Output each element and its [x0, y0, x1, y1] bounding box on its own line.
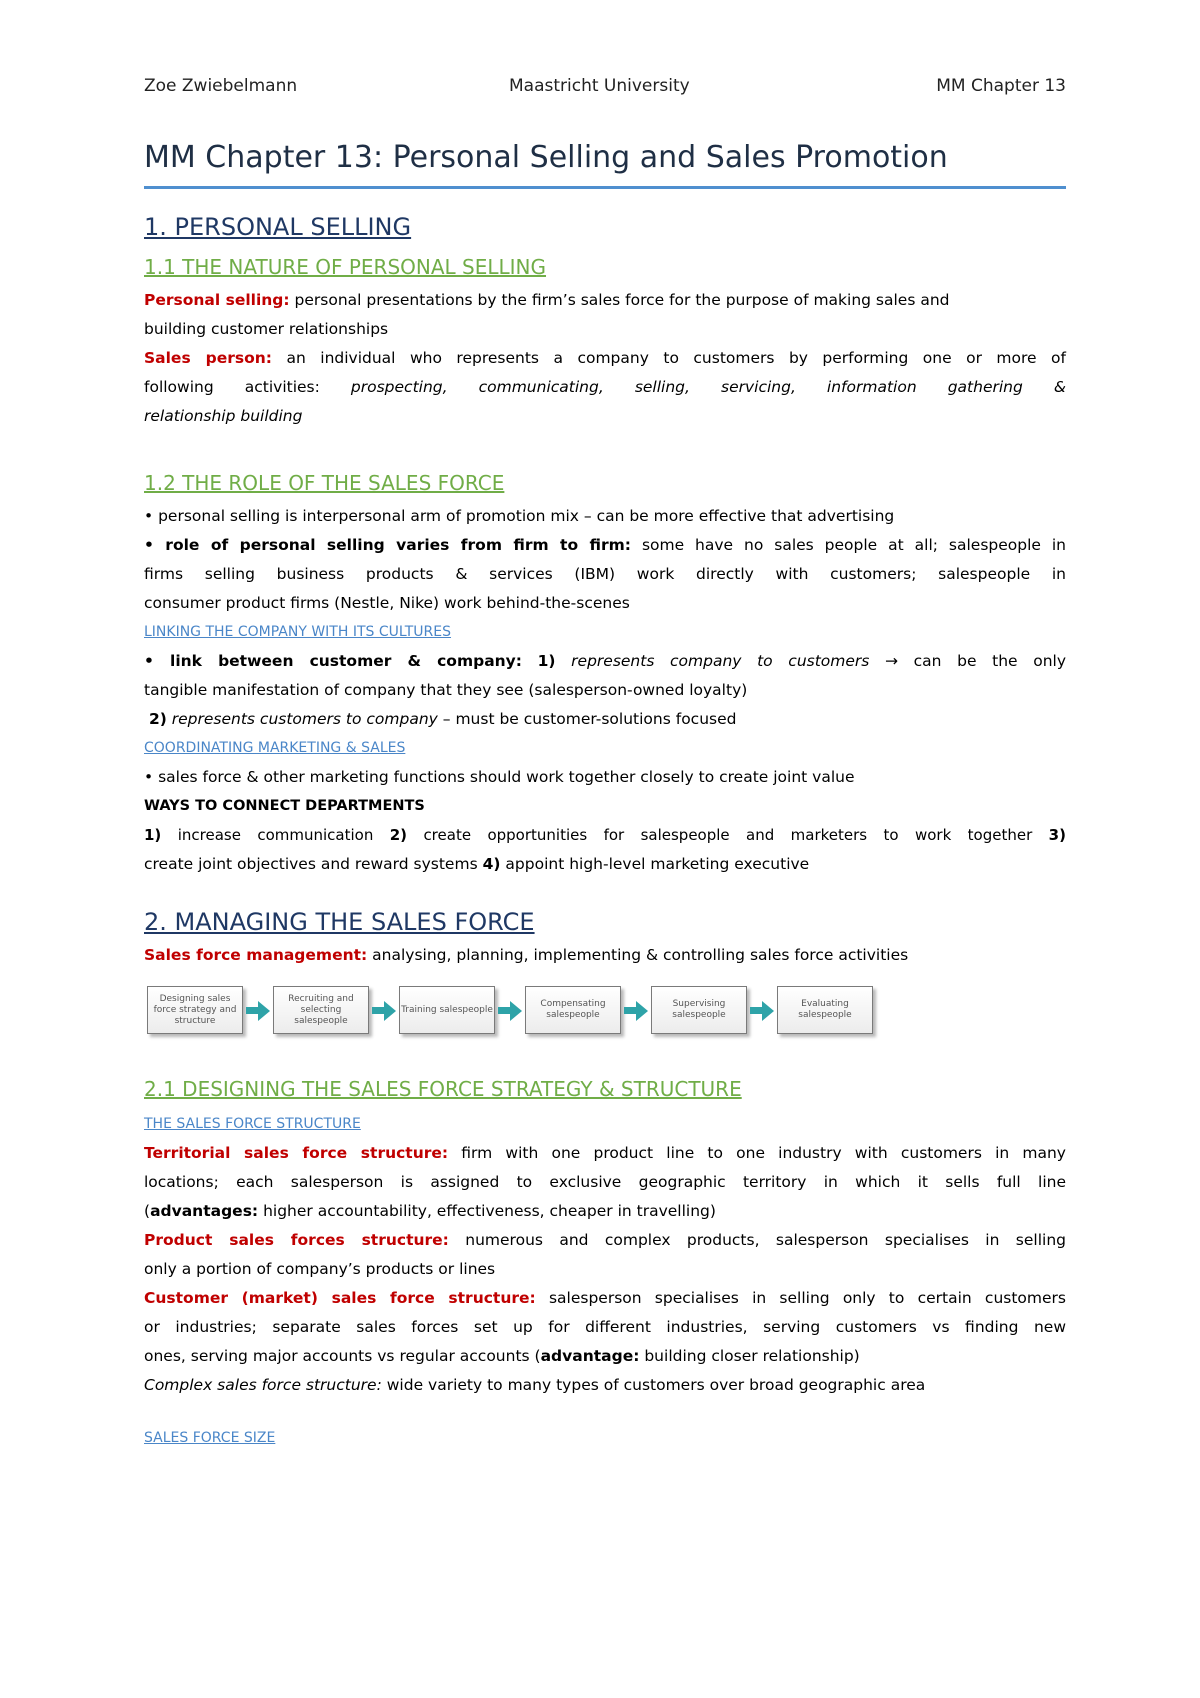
- bullet-text: can be the only: [913, 652, 1066, 670]
- bullet-bold-text: • role of personal selling varies from firm to firm:: [144, 536, 631, 554]
- definition-text: building customer relationships: [144, 320, 389, 338]
- bullet-text: firms selling business products & services (IBM) work directly with customers; salespeople in: [144, 565, 1066, 583]
- linking-heading: LINKING THE COMPANY WITH ITS CULTURES: [144, 624, 452, 640]
- process-step: Evaluating salespeople: [777, 986, 873, 1034]
- term-sales-person: Sales person:: [144, 349, 272, 367]
- role-text: represents customers to company: [171, 710, 438, 728]
- term-sales-force-management: Sales force management:: [144, 946, 368, 964]
- definition-text: salesperson specialises in selling only to certain customers: [548, 1289, 1066, 1307]
- definition-text: wide variety to many types of customers over broad geographic area: [386, 1376, 926, 1394]
- process-step: Designing sales force strategy and structure: [147, 986, 243, 1034]
- coordinating-heading: COORDINATING MARKETING & SALES: [144, 740, 406, 756]
- list-number: 1): [537, 652, 556, 670]
- sales-force-process-diagram: [144, 986, 873, 1034]
- definition-text: or industries; separate sales forces set up for different industries, serving customers vs finding new: [144, 1318, 1066, 1336]
- definition-text: higher accountability, effectiveness, cheaper in travelling): [263, 1202, 716, 1220]
- definition-text: personal presentations by the firm’s sales force for the purpose of making sales and: [294, 291, 950, 309]
- ways-text: increase communication: [177, 826, 374, 844]
- term-customer: Customer (market) sales force structure:: [144, 1289, 536, 1307]
- arrow-right-icon: [621, 987, 651, 1033]
- activities-text: prospecting, communicating, selling, servicing, information gathering &: [350, 378, 1066, 396]
- process-step: Recruiting and selecting salespeople: [273, 986, 369, 1034]
- definition-text: analysing, planning, implementing & controlling sales force activities: [372, 946, 909, 964]
- list-number: 2): [389, 826, 408, 844]
- page-title: MM Chapter 13: Personal Selling and Sales Promotion: [144, 140, 948, 175]
- process-step: Training salespeople: [399, 986, 495, 1034]
- ways-text: create joint objectives and reward systems: [144, 855, 478, 873]
- list-number: 1): [144, 826, 162, 844]
- arrow-right-icon: [243, 987, 273, 1033]
- definition-text: an individual who represents a company to customers by performing one or more of: [286, 349, 1066, 367]
- definition-text: only a portion of company’s products or lines: [144, 1260, 496, 1278]
- term-product: Product sales forces structure:: [144, 1231, 449, 1249]
- paragraph-personal-selling: [144, 286, 1066, 431]
- section-heading-2: 2. MANAGING THE SALES FORCE: [144, 908, 535, 936]
- arrow-icon: →: [885, 652, 899, 670]
- activities-text: relationship building: [144, 407, 303, 425]
- subsection-heading-1-1: 1.1 THE NATURE OF PERSONAL SELLING: [144, 255, 547, 279]
- header-chapter: MM Chapter 13: [936, 76, 1066, 96]
- structure-heading: THE SALES FORCE STRUCTURE: [144, 1116, 361, 1132]
- definition-text: ones, serving major accounts vs regular accounts (: [144, 1347, 541, 1365]
- section-heading-1: 1. PERSONAL SELLING: [144, 213, 412, 241]
- advantages-label: advantages:: [150, 1202, 259, 1220]
- paragraph-sales-force-structure: [144, 1110, 1066, 1400]
- list-number: 3): [1048, 826, 1066, 844]
- ways-text: appoint high-level marketing executive: [505, 855, 810, 873]
- list-number: 4): [482, 855, 501, 873]
- process-step: Supervising salespeople: [651, 986, 747, 1034]
- subsection-heading-2-1: 2.1 DESIGNING THE SALES FORCE STRATEGY & STRUCTURE: [144, 1077, 742, 1101]
- ways-text: create opportunities for salespeople and marketers to work together: [423, 826, 1033, 844]
- title-divider: [144, 186, 1066, 189]
- bullet-bold-text: • link between customer & company:: [144, 652, 522, 670]
- bullet-text: some have no sales people at all; salespeople in: [641, 536, 1066, 554]
- definition-text: firm with one product line to one industry with customers in many: [461, 1144, 1066, 1162]
- process-step: Compensating salespeople: [525, 986, 621, 1034]
- paragraph-sales-force-management: [144, 946, 908, 964]
- bullet-text: consumer product firms (Nestle, Nike) work behind-the-scenes: [144, 594, 630, 612]
- role-text: represents company to customers: [571, 652, 870, 670]
- definition-text: following activities:: [144, 378, 320, 396]
- arrow-right-icon: [495, 987, 525, 1033]
- definition-text: locations; each salesperson is assigned to exclusive geographic territory in which it sells full line: [144, 1173, 1066, 1191]
- term-personal-selling: Personal selling:: [144, 291, 290, 309]
- list-number: 2): [148, 710, 167, 728]
- size-heading: SALES FORCE SIZE: [144, 1430, 276, 1446]
- arrow-right-icon: [747, 987, 777, 1033]
- term-territorial: Territorial sales force structure:: [144, 1144, 449, 1162]
- header-institution: Maastricht University: [509, 76, 690, 96]
- arrow-right-icon: [369, 987, 399, 1033]
- subsection-heading-1-2: 1.2 THE ROLE OF THE SALES FORCE: [144, 471, 505, 495]
- definition-text: building closer relationship): [644, 1347, 860, 1365]
- bullet-text: tangible manifestation of company that they see (salesperson-owned loyalty): [144, 681, 748, 699]
- ways-heading: WAYS TO CONNECT DEPARTMENTS: [144, 798, 425, 814]
- header-author: Zoe Zwiebelmann: [144, 76, 298, 96]
- definition-text: (: [144, 1202, 151, 1220]
- bullet-text: – must be customer-solutions focused: [442, 710, 737, 728]
- bullet-text: • personal selling is interpersonal arm of promotion mix – can be more effective that advertising: [144, 507, 895, 525]
- definition-text: numerous and complex products, salesperson specialises in selling: [465, 1231, 1066, 1249]
- term-complex: Complex sales force structure:: [144, 1376, 382, 1394]
- advantage-label: advantage:: [540, 1347, 640, 1365]
- paragraph-role-sales-force: [144, 502, 1066, 879]
- bullet-text: • sales force & other marketing functions should work together closely to create joint value: [144, 768, 855, 786]
- page-header: [144, 76, 1066, 100]
